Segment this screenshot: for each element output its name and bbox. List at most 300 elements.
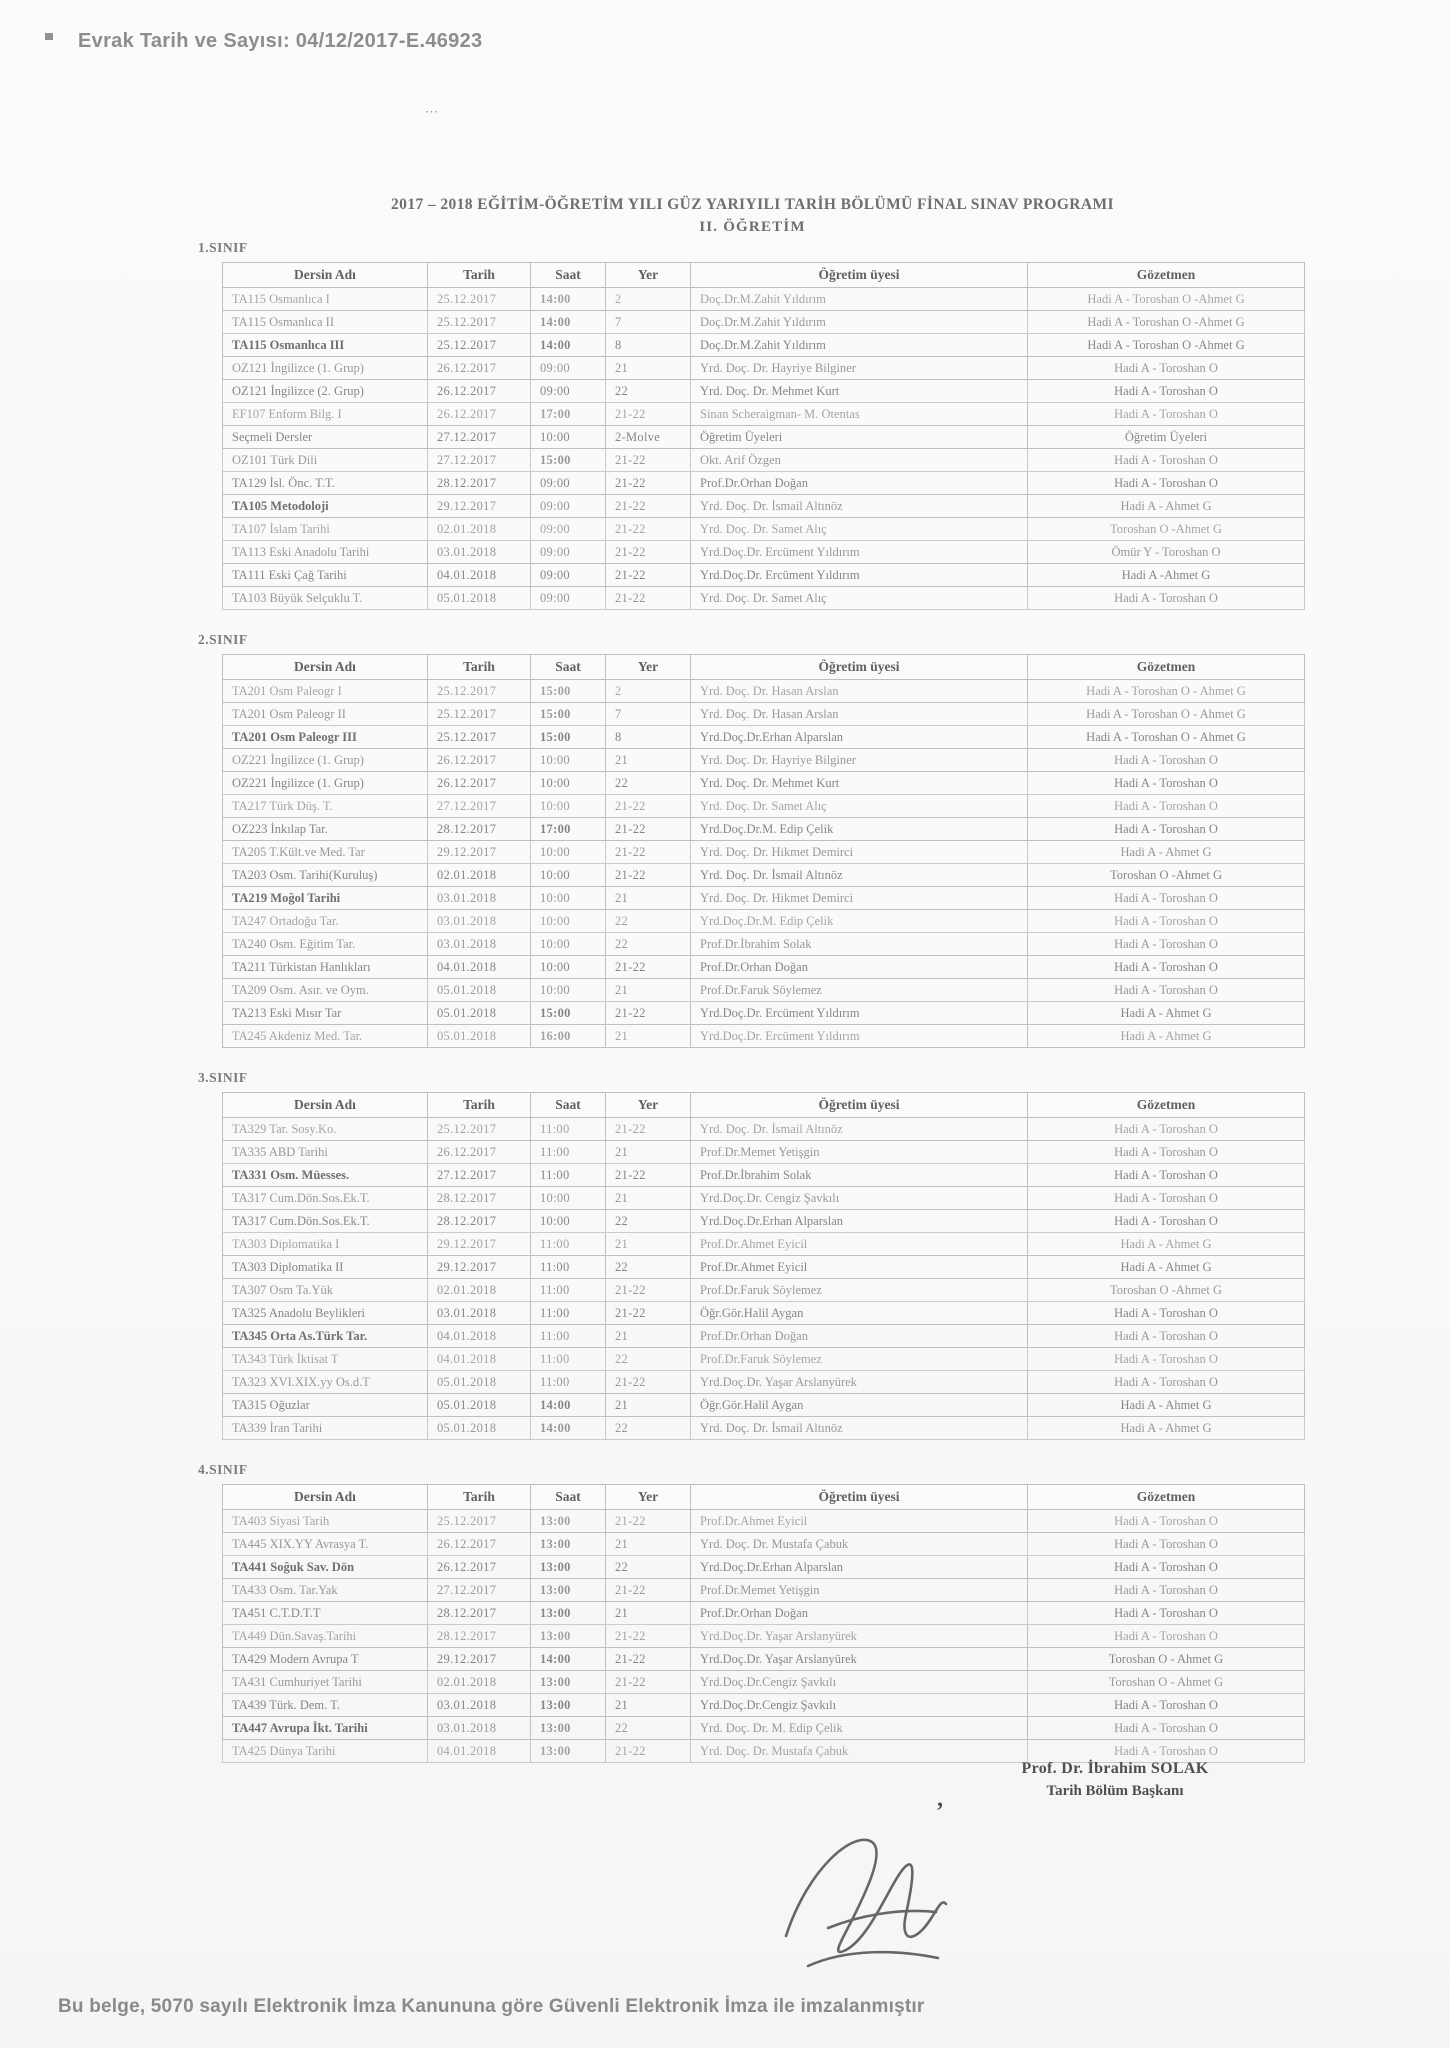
cell-room: 21 (606, 1141, 691, 1164)
cell-room: 22 (606, 933, 691, 956)
cell-room: 21-22 (606, 1371, 691, 1394)
cell-time: 10:00 (531, 426, 606, 449)
table-row (223, 1694, 1305, 1717)
cell-course: TA449 Dün.Savaş.Tarihi (223, 1625, 428, 1648)
cell-time: 13:00 (531, 1625, 606, 1648)
cell-time: 14:00 (531, 1394, 606, 1417)
cell-room: 21 (606, 1187, 691, 1210)
column-header: Yer (606, 263, 691, 288)
cell-course: TA433 Osm. Tar.Yak (223, 1579, 428, 1602)
cell-room: 21-22 (606, 449, 691, 472)
cell-date: 04.01.2018 (428, 1740, 531, 1763)
cell-date: 25.12.2017 (428, 1510, 531, 1533)
cell-time: 09:00 (531, 357, 606, 380)
table-row (223, 1210, 1305, 1233)
cell-proctor: Hadi A - Toroshan O (1028, 449, 1305, 472)
cell-course: TA447 Avrupa İkt. Tarihi (223, 1717, 428, 1740)
table-row (223, 1717, 1305, 1740)
cell-date: 04.01.2018 (428, 564, 531, 587)
table-row (223, 1187, 1305, 1210)
cell-proctor: Toroshan O - Ahmet G (1028, 1671, 1305, 1694)
cell-course: TA441 Soğuk Sav. Dön (223, 1556, 428, 1579)
cell-time: 13:00 (531, 1671, 606, 1694)
signature-block (955, 1760, 1275, 1800)
schedule-content (198, 240, 1283, 1785)
cell-date: 29.12.2017 (428, 1256, 531, 1279)
cell-time: 09:00 (531, 380, 606, 403)
exam-table-grade-2 (222, 654, 1305, 1048)
cell-room: 21-22 (606, 1579, 691, 1602)
cell-time: 15:00 (531, 726, 606, 749)
table-row (223, 357, 1305, 380)
cell-lecturer: Yrd.Doç.Dr. Yaşar Arslanyürek (691, 1648, 1028, 1671)
cell-time: 13:00 (531, 1579, 606, 1602)
cell-proctor: Hadi A - Toroshan O (1028, 1164, 1305, 1187)
cell-room: 21 (606, 887, 691, 910)
scan-artifact-dots: ⋯ (425, 104, 440, 119)
cell-lecturer: Yrd.Doç.Dr.M. Edip Çelik (691, 818, 1028, 841)
cell-time: 15:00 (531, 680, 606, 703)
cell-time: 13:00 (531, 1510, 606, 1533)
table-row (223, 495, 1305, 518)
cell-date: 25.12.2017 (428, 726, 531, 749)
column-header: Dersin Adı (223, 1093, 428, 1118)
section-label: 3.SINIF (198, 1070, 248, 1085)
cell-room: 21 (606, 749, 691, 772)
cell-room: 21-22 (606, 956, 691, 979)
column-header: Yer (606, 1485, 691, 1510)
document-stamp: Evrak Tarih ve Sayısı: 04/12/2017-E.46923 (78, 30, 483, 52)
cell-course: TA201 Osm Paleogr II (223, 703, 428, 726)
column-header: Dersin Adı (223, 655, 428, 680)
cell-lecturer: Yrd. Doç. Dr. Hayriye Bilginer (691, 749, 1028, 772)
header-row (223, 263, 1305, 288)
signature-title: Tarih Bölüm Başkanı (1046, 1783, 1184, 1799)
cell-room: 22 (606, 910, 691, 933)
cell-proctor: Hadi A - Toroshan O (1028, 887, 1305, 910)
cell-course: OZ101 Türk Dili (223, 449, 428, 472)
table-row (223, 1256, 1305, 1279)
cell-room: 21-22 (606, 1510, 691, 1533)
table-row (223, 1602, 1305, 1625)
cell-course: TA129 İsl. Önc. T.T. (223, 472, 428, 495)
cell-lecturer: Doç.Dr.M.Zahit Yıldırım (691, 334, 1028, 357)
cell-room: 22 (606, 1256, 691, 1279)
cell-room: 21-22 (606, 795, 691, 818)
cell-lecturer: Yrd.Doç.Dr. Ercüment Yıldırım (691, 541, 1028, 564)
cell-room: 21 (606, 1233, 691, 1256)
cell-course: TA111 Eski Çağ Tarihi (223, 564, 428, 587)
cell-date: 29.12.2017 (428, 1648, 531, 1671)
cell-proctor: Hadi A - Toroshan O (1028, 1141, 1305, 1164)
cell-room: 22 (606, 1717, 691, 1740)
cell-date: 28.12.2017 (428, 818, 531, 841)
section-label: 4.SINIF (198, 1462, 248, 1477)
header-row (223, 1485, 1305, 1510)
cell-room: 21-22 (606, 1279, 691, 1302)
cell-lecturer: Prof.Dr.Ahmet Eyicil (691, 1256, 1028, 1279)
table-row (223, 818, 1305, 841)
column-header: Yer (606, 655, 691, 680)
cell-lecturer: Yrd. Doç. Dr. M. Edip Çelik (691, 1717, 1028, 1740)
cell-date: 27.12.2017 (428, 1579, 531, 1602)
table-row (223, 1648, 1305, 1671)
cell-room: 8 (606, 726, 691, 749)
cell-room: 21 (606, 1025, 691, 1048)
table-row (223, 1141, 1305, 1164)
cell-lecturer: Yrd.Doç.Dr. Yaşar Arslanyürek (691, 1371, 1028, 1394)
cell-proctor: Hadi A - Toroshan O (1028, 472, 1305, 495)
cell-time: 10:00 (531, 1210, 606, 1233)
table-row (223, 1417, 1305, 1440)
cell-room: 21-22 (606, 1625, 691, 1648)
cell-proctor: Hadi A -Ahmet G (1028, 564, 1305, 587)
pen-mark-artifact: ‚ (936, 1786, 944, 1812)
cell-proctor: Hadi A - Toroshan O (1028, 818, 1305, 841)
cell-date: 27.12.2017 (428, 1164, 531, 1187)
cell-time: 17:00 (531, 403, 606, 426)
table-row (223, 403, 1305, 426)
cell-proctor: Hadi A - Toroshan O (1028, 1210, 1305, 1233)
cell-time: 13:00 (531, 1556, 606, 1579)
cell-date: 27.12.2017 (428, 426, 531, 449)
table-row (223, 726, 1305, 749)
cell-course: TA307 Osm Ta.Yük (223, 1279, 428, 1302)
column-header: Gözetmen (1028, 655, 1305, 680)
cell-course: TA343 Türk İktisat T (223, 1348, 428, 1371)
cell-room: 21-22 (606, 864, 691, 887)
cell-proctor: Hadi A - Toroshan O (1028, 1187, 1305, 1210)
page-title: 2017 – 2018 EĞİTİM-ÖĞRETİM YILI GÜZ YARIYILI TARİH BÖLÜMÜ FİNAL SINAV PROGRAMI (391, 196, 1114, 213)
cell-room: 21-22 (606, 1648, 691, 1671)
cell-room: 21-22 (606, 1740, 691, 1763)
cell-room: 21-22 (606, 587, 691, 610)
cell-course: TA211 Türkistan Hanlıkları (223, 956, 428, 979)
table-row (223, 1302, 1305, 1325)
column-header: Öğretim üyesi (691, 263, 1028, 288)
table-row (223, 1510, 1305, 1533)
cell-course: TA240 Osm. Eğitim Tar. (223, 933, 428, 956)
cell-lecturer: Yrd.Doç.Dr.Cengiz Şavkılı (691, 1671, 1028, 1694)
cell-course: TA425 Dünya Tarihi (223, 1740, 428, 1763)
cell-course: TA331 Osm. Müesses. (223, 1164, 428, 1187)
cell-date: 26.12.2017 (428, 749, 531, 772)
cell-date: 05.01.2018 (428, 979, 531, 1002)
header-row (223, 655, 1305, 680)
cell-lecturer: Yrd.Doç.Dr. Yaşar Arslanyürek (691, 1625, 1028, 1648)
cell-time: 11:00 (531, 1118, 606, 1141)
cell-course: TA115 Osmanlıca I (223, 288, 428, 311)
document-header (222, 196, 1283, 236)
column-header: Yer (606, 1093, 691, 1118)
table-row (223, 795, 1305, 818)
cell-course: TA345 Orta As.Türk Tar. (223, 1325, 428, 1348)
column-header: Saat (531, 1485, 606, 1510)
cell-time: 11:00 (531, 1279, 606, 1302)
cell-lecturer: Yrd.Doç.Dr. Ercüment Yıldırım (691, 1025, 1028, 1048)
table-row (223, 541, 1305, 564)
cell-room: 21-22 (606, 564, 691, 587)
table-row (223, 841, 1305, 864)
cell-proctor: Hadi A - Toroshan O (1028, 956, 1305, 979)
table-row (223, 979, 1305, 1002)
cell-time: 10:00 (531, 956, 606, 979)
cell-lecturer: Yrd. Doç. Dr. Samet Alıç (691, 587, 1028, 610)
cell-date: 25.12.2017 (428, 680, 531, 703)
cell-room: 21-22 (606, 841, 691, 864)
cell-proctor: Hadi A - Ahmet G (1028, 1256, 1305, 1279)
table-row (223, 380, 1305, 403)
cell-proctor: Hadi A - Toroshan O (1028, 380, 1305, 403)
cell-room: 21-22 (606, 1164, 691, 1187)
exam-table-grade-3 (222, 1092, 1305, 1440)
cell-time: 11:00 (531, 1256, 606, 1279)
cell-date: 26.12.2017 (428, 1141, 531, 1164)
table-row (223, 472, 1305, 495)
cell-lecturer: Yrd. Doç. Dr. Hayriye Bilginer (691, 357, 1028, 380)
cell-course: TA439 Türk. Dem. T. (223, 1694, 428, 1717)
cell-course: TA113 Eski Anadolu Tarihi (223, 541, 428, 564)
cell-proctor: Toroshan O -Ahmet G (1028, 518, 1305, 541)
cell-room: 22 (606, 772, 691, 795)
cell-proctor: Hadi A - Toroshan O (1028, 587, 1305, 610)
cell-course: TA329 Tar. Sosy.Ko. (223, 1118, 428, 1141)
cell-time: 10:00 (531, 933, 606, 956)
cell-lecturer: Sinan Scheraigman- M. Otentas (691, 403, 1028, 426)
cell-lecturer: Yrd. Doç. Dr. Mustafa Çabuk (691, 1533, 1028, 1556)
column-header: Dersin Adı (223, 1485, 428, 1510)
cell-room: 22 (606, 1417, 691, 1440)
table-row (223, 564, 1305, 587)
section-label: 2.SINIF (198, 632, 248, 647)
cell-time: 15:00 (531, 449, 606, 472)
header-row (223, 1093, 1305, 1118)
cell-date: 28.12.2017 (428, 1625, 531, 1648)
cell-lecturer: Prof.Dr.Ahmet Eyicil (691, 1233, 1028, 1256)
column-header: Gözetmen (1028, 263, 1305, 288)
cell-date: 03.01.2018 (428, 933, 531, 956)
table-row (223, 1394, 1305, 1417)
cell-room: 2 (606, 680, 691, 703)
cell-proctor: Hadi A - Toroshan O (1028, 1118, 1305, 1141)
cell-time: 15:00 (531, 703, 606, 726)
cell-lecturer: Yrd.Doç.Dr. Ercüment Yıldırım (691, 1002, 1028, 1025)
cell-course: TA317 Cum.Dön.Sos.Ek.T. (223, 1210, 428, 1233)
cell-time: 11:00 (531, 1325, 606, 1348)
cell-lecturer: Yrd. Doç. Dr. İsmail Altınöz (691, 1417, 1028, 1440)
cell-date: 26.12.2017 (428, 1533, 531, 1556)
cell-date: 27.12.2017 (428, 449, 531, 472)
cell-lecturer: Yrd. Doç. Dr. Hasan Arslan (691, 680, 1028, 703)
cell-course: TA451 C.T.D.T.T (223, 1602, 428, 1625)
cell-date: 03.01.2018 (428, 1302, 531, 1325)
cell-lecturer: Yrd.Doç.Dr. Cengiz Şavkılı (691, 1187, 1028, 1210)
cell-lecturer: Prof.Dr.Orhan Doğan (691, 1325, 1028, 1348)
cell-room: 22 (606, 380, 691, 403)
column-header: Gözetmen (1028, 1093, 1305, 1118)
cell-proctor: Hadi A - Toroshan O -Ahmet G (1028, 311, 1305, 334)
column-header: Tarih (428, 1485, 531, 1510)
column-header: Tarih (428, 655, 531, 680)
cell-time: 11:00 (531, 1302, 606, 1325)
cell-course: OZ121 İngilizce (2. Grup) (223, 380, 428, 403)
cell-proctor: Hadi A - Ahmet G (1028, 841, 1305, 864)
cell-room: 21 (606, 1694, 691, 1717)
cell-time: 14:00 (531, 1417, 606, 1440)
cell-time: 14:00 (531, 1648, 606, 1671)
cell-proctor: Ömür Y - Toroshan O (1028, 541, 1305, 564)
cell-lecturer: Yrd.Doç.Dr. Ercüment Yıldırım (691, 564, 1028, 587)
table-row (223, 887, 1305, 910)
cell-lecturer: Yrd. Doç. Dr. İsmail Altınöz (691, 1118, 1028, 1141)
table-row (223, 449, 1305, 472)
column-header: Saat (531, 263, 606, 288)
cell-time: 10:00 (531, 979, 606, 1002)
cell-room: 21-22 (606, 818, 691, 841)
cell-course: TA205 T.Kült.ve Med. Tar (223, 841, 428, 864)
table-row (223, 1002, 1305, 1025)
cell-room: 8 (606, 334, 691, 357)
cell-time: 10:00 (531, 887, 606, 910)
table-row (223, 1348, 1305, 1371)
cell-course: TA403 Siyasi Tarih (223, 1510, 428, 1533)
cell-proctor: Hadi A - Toroshan O (1028, 979, 1305, 1002)
cell-course: TA303 Diplomatika II (223, 1256, 428, 1279)
cell-proctor: Hadi A - Ahmet G (1028, 495, 1305, 518)
cell-proctor: Hadi A - Toroshan O (1028, 1556, 1305, 1579)
cell-time: 09:00 (531, 472, 606, 495)
cell-time: 13:00 (531, 1717, 606, 1740)
table-row (223, 311, 1305, 334)
cell-lecturer: Yrd.Doç.Dr.Erhan Alparslan (691, 1556, 1028, 1579)
cell-course: TA325 Anadolu Beylikleri (223, 1302, 428, 1325)
table-row (223, 749, 1305, 772)
cell-time: 15:00 (531, 1002, 606, 1025)
signature-name: Prof. Dr. İbrahim SOLAK (1021, 1760, 1209, 1777)
cell-room: 21-22 (606, 518, 691, 541)
cell-proctor: Toroshan O -Ahmet G (1028, 1279, 1305, 1302)
cell-room: 2-Molve (606, 426, 691, 449)
cell-course: TA105 Metodoloji (223, 495, 428, 518)
cell-lecturer: Yrd.Doç.Dr.Erhan Alparslan (691, 726, 1028, 749)
cell-lecturer: Öğr.Gör.Halil Aygan (691, 1302, 1028, 1325)
cell-lecturer: Okt. Arif Özgen (691, 449, 1028, 472)
cell-time: 13:00 (531, 1533, 606, 1556)
cell-course: OZ223 İnkılap Tar. (223, 818, 428, 841)
cell-room: 21 (606, 979, 691, 1002)
cell-proctor: Hadi A - Toroshan O - Ahmet G (1028, 703, 1305, 726)
cell-lecturer: Yrd. Doç. Dr. İsmail Altınöz (691, 495, 1028, 518)
cell-lecturer: Yrd. Doç. Dr. Samet Alıç (691, 518, 1028, 541)
cell-time: 16:00 (531, 1025, 606, 1048)
table-row (223, 1279, 1305, 1302)
cell-course: TA445 XIX.YY Avrasya T. (223, 1533, 428, 1556)
cell-time: 09:00 (531, 587, 606, 610)
exam-table-grade-4 (222, 1484, 1305, 1763)
cell-lecturer: Prof.Dr.Faruk Söylemez (691, 1348, 1028, 1371)
cell-lecturer: Prof.Dr.İbrahim Solak (691, 933, 1028, 956)
cell-time: 11:00 (531, 1233, 606, 1256)
cell-lecturer: Yrd. Doç. Dr. Mehmet Kurt (691, 772, 1028, 795)
table-row (223, 1579, 1305, 1602)
cell-time: 10:00 (531, 864, 606, 887)
table-row (223, 910, 1305, 933)
cell-proctor: Hadi A - Toroshan O (1028, 1371, 1305, 1394)
cell-course: TA219 Moğol Tarihi (223, 887, 428, 910)
cell-proctor: Hadi A - Toroshan O (1028, 1533, 1305, 1556)
cell-lecturer: Yrd.Doç.Dr.Erhan Alparslan (691, 1210, 1028, 1233)
cell-time: 10:00 (531, 910, 606, 933)
cell-room: 7 (606, 703, 691, 726)
cell-proctor: Hadi A - Toroshan O (1028, 403, 1305, 426)
cell-date: 28.12.2017 (428, 1187, 531, 1210)
cell-date: 02.01.2018 (428, 1279, 531, 1302)
cell-lecturer: Doç.Dr.M.Zahit Yıldırım (691, 288, 1028, 311)
cell-proctor: Hadi A - Toroshan O - Ahmet G (1028, 680, 1305, 703)
cell-date: 27.12.2017 (428, 795, 531, 818)
cell-date: 28.12.2017 (428, 1210, 531, 1233)
cell-time: 13:00 (531, 1740, 606, 1763)
cell-proctor: Hadi A - Toroshan O (1028, 795, 1305, 818)
cell-time: 11:00 (531, 1141, 606, 1164)
table-row (223, 680, 1305, 703)
cell-room: 21 (606, 1533, 691, 1556)
cell-proctor: Toroshan O - Ahmet G (1028, 1648, 1305, 1671)
cell-time: 14:00 (531, 288, 606, 311)
cell-room: 21 (606, 1394, 691, 1417)
cell-date: 04.01.2018 (428, 1325, 531, 1348)
cell-time: 11:00 (531, 1348, 606, 1371)
cell-time: 17:00 (531, 818, 606, 841)
cell-room: 22 (606, 1556, 691, 1579)
cell-room: 21-22 (606, 1002, 691, 1025)
table-row (223, 1164, 1305, 1187)
table-row (223, 1533, 1305, 1556)
cell-time: 09:00 (531, 564, 606, 587)
cell-lecturer: Yrd. Doç. Dr. Hikmet Demirci (691, 841, 1028, 864)
cell-date: 03.01.2018 (428, 910, 531, 933)
cell-time: 13:00 (531, 1602, 606, 1625)
cell-proctor: Toroshan O -Ahmet G (1028, 864, 1305, 887)
cell-date: 29.12.2017 (428, 841, 531, 864)
cell-course: TA103 Büyük Selçuklu T. (223, 587, 428, 610)
scan-artifact-dot (45, 33, 53, 40)
table-row (223, 1025, 1305, 1048)
cell-course: TA303 Diplomatika I (223, 1233, 428, 1256)
cell-time: 10:00 (531, 795, 606, 818)
cell-lecturer: Yrd.Doç.Dr.Cengiz Şavkılı (691, 1694, 1028, 1717)
cell-time: 10:00 (531, 1187, 606, 1210)
cell-time: 14:00 (531, 334, 606, 357)
exam-table-grade-1 (222, 262, 1305, 610)
table-row (223, 587, 1305, 610)
cell-room: 21 (606, 357, 691, 380)
cell-lecturer: Prof.Dr.İbrahim Solak (691, 1164, 1028, 1187)
table-row (223, 1625, 1305, 1648)
cell-date: 25.12.2017 (428, 334, 531, 357)
handwritten-signature (768, 1808, 968, 1998)
grade-section-3 (198, 1070, 1283, 1440)
cell-room: 21-22 (606, 472, 691, 495)
cell-lecturer: Prof.Dr.Ahmet Eyicil (691, 1510, 1028, 1533)
cell-course: TA107 İslam Tarihi (223, 518, 428, 541)
cell-lecturer: Yrd. Doç. Dr. Samet Alıç (691, 795, 1028, 818)
cell-date: 26.12.2017 (428, 380, 531, 403)
table-row (223, 956, 1305, 979)
table-row (223, 518, 1305, 541)
cell-date: 29.12.2017 (428, 1233, 531, 1256)
cell-lecturer: Yrd. Doç. Dr. Hasan Arslan (691, 703, 1028, 726)
